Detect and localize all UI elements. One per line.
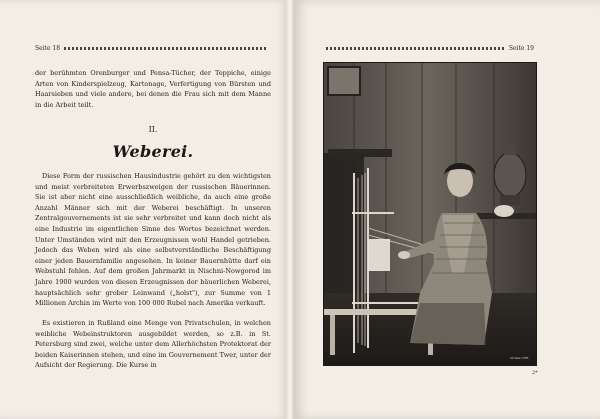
right-page-header [322,43,534,53]
left-page-label: Seite 18 [35,44,61,52]
header-ornament-rule [64,47,267,50]
photo-credit: M-Tafe CEH [510,356,529,360]
weaver-photograph [323,62,537,366]
right-page-label: Seite 19 [508,44,534,52]
book-gutter [285,0,295,419]
left-paragraph-3: Es existieren in Rußland eine Menge von Privatschulen, in welchen weibliche Webeinstruktoren ausgebildet werden, so z.B. in St. Petersburg sind zwei, welche unter dem Allerhöchsten Protektorat der beiden Kaiserinnen stehen, und eine im Gouvernement Twer, unter der Aufsicht der Regierung. Die Kurse in [35,319,271,370]
section-title: Weberei. [112,142,194,161]
signature-mark: 2* [532,370,538,376]
left-paragraph-2: Diese Form der russischen Hausindustrie gehört zu den wichtigsten und meist verbreiteten Erwerbszweigen der russischen Bäuerinnen. Sie ist aber nicht eine ausschließlich weibliche, da auch eine große Anzahl Männer sich mit der Weberei beschäftigt. In unseren Zentralgouvernements ist sie sehr verbreitet und kann doch nicht als eine Industrie im eigentlichen Sinne des Wortes bezeichnet werden. Unter Umständen wird mit den Erzeugnissen wohl Handel getrieben. Jedoch das Weben wird als eine selbstverständliche Beschäftigung einer jeden Bauernfamilie angesehen. In keiner Bauernhütte darf ein Webstuhl fehlen. Auf dem großen Jahrmarkt in Nischni-Nowgorod im Jahre 1900 wurden von diesen Erzeugnissen der bäuerlichen Weberei, hauptsächlich sehr grober Leinwand („holst"), zur Summe von 1 Millionen Archin im Werte von 100 000 Rubel nach Amerika verkauft. [35,172,271,308]
photo-drawing [324,63,536,365]
header-ornament-rule [326,47,505,50]
section-number: II. [148,125,158,134]
left-paragraph-1: der berühmten Orenburger und Pensa-Tücher, der Teppiche, einige Arten von Kinderspielzeug, Kartonage, Verfertigung von Bürsten und Haarsieben und viele andere, bei denen die Frau sich mit dem Manne in die Arbeit teilt. [35,69,271,109]
left-page-header [35,43,271,53]
